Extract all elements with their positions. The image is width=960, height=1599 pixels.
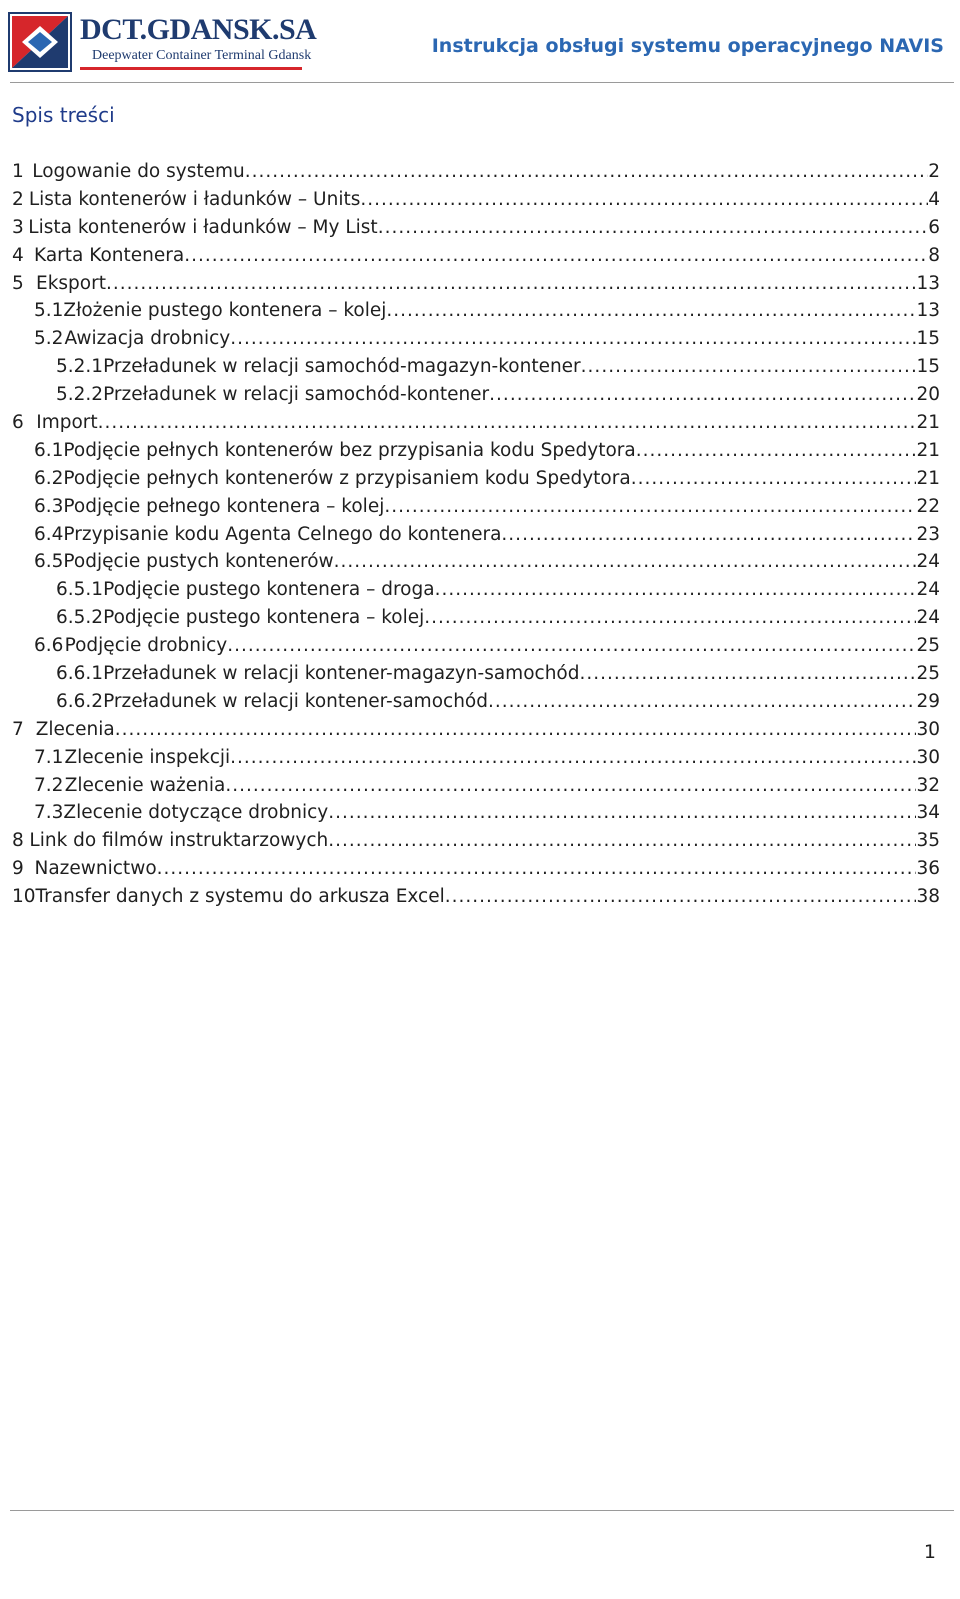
page-header	[0, 0, 960, 86]
toc-dot-leader	[386, 297, 916, 325]
toc-entry-page: 32	[916, 774, 940, 796]
toc-entry-number: 6.5.2	[56, 607, 104, 629]
toc-entry-number: 6.1	[34, 439, 64, 461]
toc-entry[interactable]	[12, 744, 940, 772]
header-divider	[10, 82, 954, 83]
toc-dot-leader	[488, 688, 916, 716]
toc-entry[interactable]	[12, 548, 940, 576]
toc-entry-title: Zlecenie dotyczące drobnicy	[63, 802, 329, 824]
toc-dot-leader	[489, 381, 916, 409]
toc-entry-number: 9	[12, 858, 24, 880]
toc-entry-title: Podjęcie pełnego kontenera – kolej	[63, 495, 385, 517]
toc-entry-number: 5.2	[34, 328, 64, 350]
toc-entry[interactable]	[12, 521, 940, 549]
toc-entry-title: Zlecenia	[35, 718, 115, 740]
toc-dot-leader	[106, 270, 916, 298]
toc-entry-number: 3	[12, 216, 24, 238]
toc-entry-number: 10	[12, 886, 36, 908]
logo-underline	[80, 67, 302, 70]
toc-entry-number: 5.2.2	[56, 384, 104, 406]
toc-entry[interactable]	[12, 270, 940, 298]
toc-entry-number: 6.5.1	[56, 579, 104, 601]
toc-entry-page: 38	[916, 886, 940, 908]
toc-heading: Spis treści	[12, 103, 115, 127]
toc-entry-page: 30	[916, 746, 940, 768]
toc-entry-number: 6.4	[34, 523, 64, 545]
document-title: Instrukcja obsługi systemu operacyjnego NAVIS	[431, 35, 944, 57]
toc-entry-number: 8	[12, 830, 24, 852]
toc-entry-title: Przypisanie kodu Agenta Celnego do kontenera	[63, 523, 502, 545]
toc-entry-page: 24	[916, 607, 940, 629]
toc-entry[interactable]	[12, 827, 940, 855]
toc-entry[interactable]	[12, 604, 940, 632]
toc-entry-page: 15	[916, 328, 940, 350]
toc-entry-title: Transfer danych z systemu do arkusza Excel	[35, 886, 445, 908]
toc-dot-leader	[115, 716, 917, 744]
toc-entry-number: 1	[12, 161, 24, 182]
toc-entry-number: 6.3	[34, 495, 64, 517]
toc-entry-title: Podjęcie pustego kontenera – kolej	[103, 607, 425, 629]
toc-entry-number: 5	[12, 272, 24, 294]
toc-dot-leader	[384, 493, 916, 521]
toc-entry-number: 4	[12, 244, 24, 266]
toc-entry-page: 4	[928, 188, 940, 210]
toc-entry[interactable]	[12, 632, 940, 660]
toc-dot-leader	[328, 827, 916, 855]
toc-dot-leader	[230, 744, 916, 772]
toc-entry-number: 6	[12, 412, 24, 434]
toc-entry[interactable]	[12, 325, 940, 353]
logo-name: DCT.GDANSK.SA	[80, 13, 317, 46]
toc-entry[interactable]	[12, 186, 940, 214]
toc-entry-page: 23	[916, 523, 940, 545]
toc-entry-page: 25	[916, 635, 940, 657]
toc-entry-title: Lista kontenerów i ładunków – Units	[28, 188, 361, 210]
toc-entry-title: Zlecenie ważenia	[64, 774, 226, 796]
toc-entry-title: Złożenie pustego kontenera – kolej	[63, 300, 387, 322]
toc-entry-page: 6	[928, 216, 940, 238]
toc-dot-leader	[225, 772, 916, 800]
toc-entry-page: 36	[916, 858, 940, 880]
toc-entry[interactable]	[12, 158, 940, 186]
toc-entry-page: 34	[916, 802, 940, 824]
toc-entry-title: Import	[36, 412, 98, 434]
toc-entry-title: Podjęcie pełnych kontenerów bez przypisania kodu Spedytora	[63, 439, 636, 461]
toc-entry-title: Przeładunek w relacji kontener-magazyn-samochód	[103, 663, 580, 685]
toc-entry-page: 8	[928, 244, 940, 266]
toc-dot-leader	[98, 409, 917, 437]
toc-entry-title: Zlecenie inspekcji	[64, 746, 231, 768]
toc-entry-number: 7	[12, 718, 24, 740]
toc-entry-title: Eksport	[36, 272, 106, 294]
page-number: 1	[923, 1541, 936, 1563]
toc-entry-page: 35	[916, 830, 940, 852]
toc-entry-page: 21	[916, 467, 940, 489]
toc-entry-number: 6.6.1	[56, 663, 104, 685]
toc-entry[interactable]	[12, 855, 940, 883]
toc-entry[interactable]	[12, 297, 940, 325]
toc-entry-number: 7.1	[34, 746, 64, 768]
toc-entry[interactable]	[12, 437, 940, 465]
toc-dot-leader	[445, 883, 917, 911]
toc-entry-page: 13	[916, 272, 940, 294]
toc-dot-leader	[360, 186, 928, 214]
toc-entry-number: 6.5	[34, 551, 64, 573]
toc-entry-page: 13	[916, 300, 940, 322]
toc-entry-number: 5.1	[34, 300, 64, 322]
toc-dot-leader	[245, 158, 928, 186]
toc-entry-title: Nazewnictwo	[34, 858, 157, 880]
toc-dot-leader	[227, 632, 916, 660]
toc-entry-title: Karta Kontenera	[34, 244, 185, 266]
toc-entry[interactable]	[12, 381, 940, 409]
toc-entry-page: 21	[916, 439, 940, 461]
toc-entry-number: 6.6	[34, 635, 64, 657]
toc-dot-leader	[501, 521, 916, 549]
toc-entry-page: 30	[916, 718, 940, 740]
toc-dot-leader	[184, 242, 928, 270]
toc-entry[interactable]	[12, 353, 940, 381]
toc-dot-leader	[424, 604, 916, 632]
toc-entry-number: 7.2	[34, 774, 64, 796]
toc-entry-title: Podjęcie pustego kontenera – droga	[103, 579, 435, 601]
toc-entry-page: 15	[916, 356, 940, 378]
toc-entry-title: Podjęcie drobnicy	[64, 635, 228, 657]
table-of-contents	[12, 158, 940, 911]
toc-entry[interactable]	[12, 465, 940, 493]
toc-entry-number: 5.2.1	[56, 356, 104, 378]
toc-entry-page: 25	[916, 663, 940, 685]
toc-entry-title: Przeładunek w relacji kontener-samochód	[103, 690, 488, 712]
toc-dot-leader	[230, 325, 916, 353]
toc-entry[interactable]	[12, 214, 940, 242]
toc-dot-leader	[328, 799, 916, 827]
toc-entry[interactable]	[12, 409, 940, 437]
toc-entry-title: Lista kontenerów i ładunków – My List	[28, 216, 378, 238]
toc-entry[interactable]	[12, 242, 940, 270]
toc-dot-leader	[631, 465, 917, 493]
toc-entry-page: 24	[916, 579, 940, 601]
toc-dot-leader	[636, 437, 917, 465]
toc-entry-title: Przeładunek w relacji samochód-kontener	[103, 384, 490, 406]
toc-dot-leader	[581, 353, 917, 381]
toc-entry[interactable]	[12, 688, 940, 716]
toc-entry[interactable]	[12, 716, 940, 744]
dct-logo-icon	[8, 12, 72, 72]
toc-entry-title: Awizacja drobnicy	[64, 328, 231, 350]
toc-entry[interactable]	[12, 883, 940, 911]
toc-dot-leader	[435, 576, 917, 604]
toc-entry[interactable]	[12, 493, 940, 521]
toc-entry-title: Przeładunek w relacji samochód-magazyn-kontener	[103, 356, 581, 378]
toc-entry[interactable]	[12, 576, 940, 604]
toc-entry-number: 2	[12, 188, 24, 210]
toc-dot-leader	[579, 660, 916, 688]
toc-entry[interactable]	[12, 772, 940, 800]
toc-dot-leader	[378, 214, 929, 242]
toc-entry-title: Podjęcie pustych kontenerów	[63, 551, 334, 573]
toc-entry-number: 7.3	[34, 802, 64, 824]
logo-subtitle: Deepwater Container Terminal Gdansk	[92, 48, 312, 63]
toc-entry-title: Link do filmów instruktarzowych	[29, 830, 329, 852]
footer-divider	[10, 1510, 954, 1511]
toc-entry-number: 6.6.2	[56, 690, 104, 712]
toc-entry[interactable]	[12, 799, 940, 827]
toc-entry-title: Podjęcie pełnych kontenerów z przypisaniem kodu Spedytora	[63, 467, 631, 489]
toc-entry-page: 29	[916, 690, 940, 712]
toc-entry[interactable]	[12, 660, 940, 688]
toc-entry-page: 2	[928, 161, 940, 182]
toc-dot-leader	[157, 855, 917, 883]
toc-entry-title: Logowanie do systemu	[32, 161, 245, 182]
toc-entry-page: 20	[916, 384, 940, 406]
toc-entry-page: 24	[916, 551, 940, 573]
toc-dot-leader	[334, 548, 917, 576]
toc-entry-page: 21	[916, 412, 940, 434]
toc-entry-number: 6.2	[34, 467, 64, 489]
toc-entry-page: 22	[916, 495, 940, 517]
